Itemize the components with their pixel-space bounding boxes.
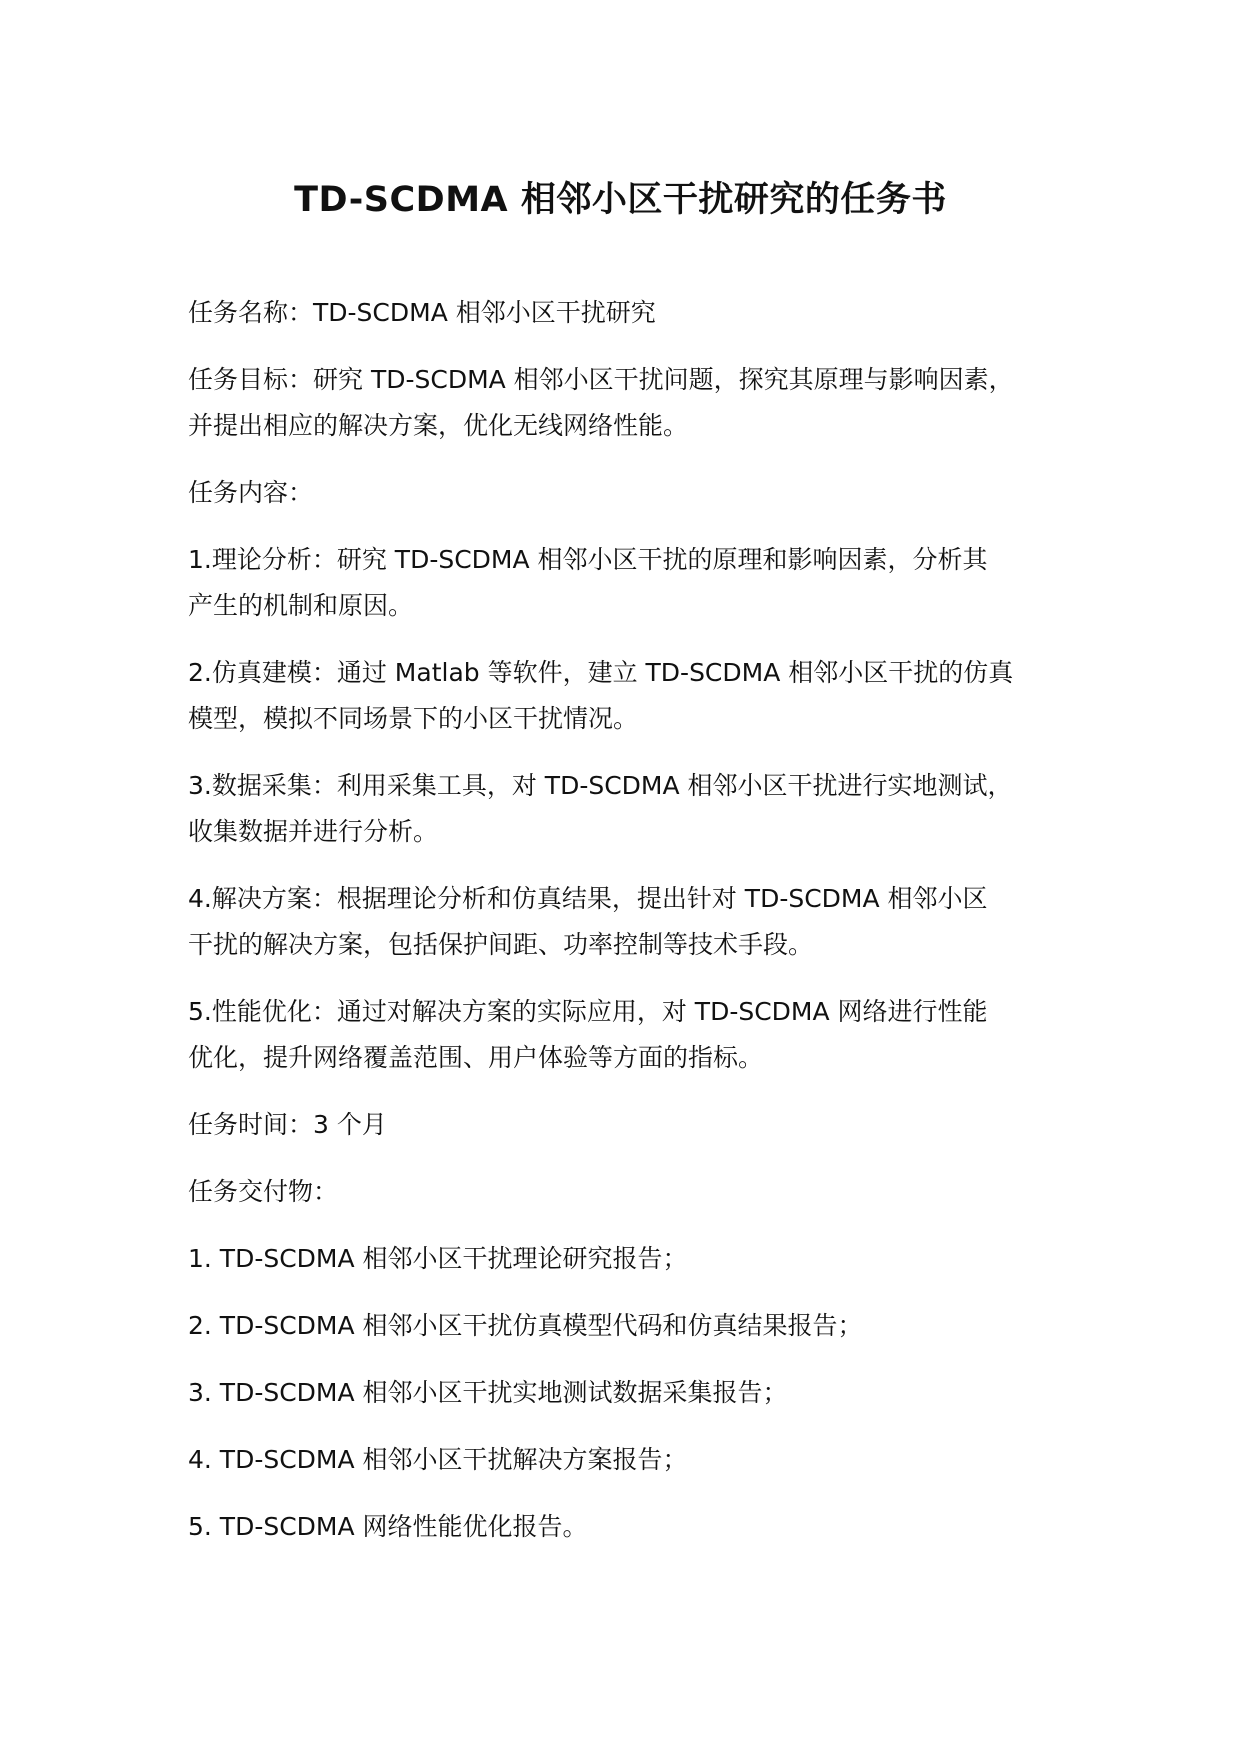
task-content-item-line: 1.理论分析：研究 TD-SCDMA 相邻小区干扰的原理和影响因素，分析其: [188, 545, 988, 574]
task-content-item-line: 2.仿真建模：通过 Matlab 等软件，建立 TD-SCDMA 相邻小区干扰的仿真: [188, 658, 1014, 687]
deliverable-line: 3. TD-SCDMA 相邻小区干扰实地测试数据采集报告；: [188, 1378, 788, 1407]
task-name-line: 任务名称：TD-SCDMA 相邻小区干扰研究: [188, 298, 656, 327]
deliverable-item-1: [188, 1236, 1088, 1282]
task-time-line: 任务时间：3 个月: [188, 1110, 387, 1139]
deliverable-item-3: [188, 1370, 1088, 1416]
task-goal-line-2: 并提出相应的解决方案，优化无线网络性能。: [188, 411, 689, 440]
deliverable-item-4: [188, 1437, 1088, 1483]
deliverables-heading-text: 任务交付物：: [188, 1177, 339, 1206]
task-time: [188, 1102, 1088, 1148]
task-content-item-line: 3.数据采集：利用采集工具，对 TD-SCDMA 相邻小区干扰进行实地测试，: [188, 771, 1013, 800]
task-content-item-3: [188, 763, 1088, 855]
task-name: [188, 290, 1088, 336]
deliverable-line: 4. TD-SCDMA 相邻小区干扰解决方案报告；: [188, 1445, 688, 1474]
task-content-item-line: 干扰的解决方案，包括保护间距、功率控制等技术手段。: [188, 930, 814, 959]
task-content-item-5: [188, 989, 1088, 1081]
task-content-heading: [188, 470, 1088, 516]
deliverable-line: 2. TD-SCDMA 相邻小区干扰仿真模型代码和仿真结果报告；: [188, 1311, 863, 1340]
task-content-item-line: 产生的机制和原因。: [188, 591, 414, 620]
task-goal: [188, 357, 1088, 449]
document-title: TD-SCDMA 相邻小区干扰研究的任务书: [294, 180, 947, 220]
task-content-item-line: 4.解决方案：根据理论分析和仿真结果，提出针对 TD-SCDMA 相邻小区: [188, 884, 988, 913]
deliverable-item-2: [188, 1303, 1088, 1349]
task-content-heading-text: 任务内容：: [188, 478, 314, 507]
deliverable-line: 1. TD-SCDMA 相邻小区干扰理论研究报告；: [188, 1244, 688, 1273]
task-content-item-2: [188, 650, 1088, 742]
task-content-item-line: 模型，模拟不同场景下的小区干扰情况。: [188, 704, 639, 733]
task-content-item-4: [188, 876, 1088, 968]
deliverables-heading: [188, 1169, 1088, 1215]
task-content-item-line: 5.性能优化：通过对解决方案的实际应用，对 TD-SCDMA 网络进行性能: [188, 997, 988, 1026]
deliverable-item-5: [188, 1504, 1088, 1550]
task-content-item-1: [188, 537, 1088, 629]
task-content-item-line: 优化，提升网络覆盖范围、用户体验等方面的指标。: [188, 1043, 764, 1072]
document-body: [188, 290, 1088, 1571]
task-goal-line-1: 任务目标：研究 TD-SCDMA 相邻小区干扰问题，探究其原理与影响因素，: [188, 365, 1014, 394]
deliverable-line: 5. TD-SCDMA 网络性能优化报告。: [188, 1512, 588, 1541]
task-content-item-line: 收集数据并进行分析。: [188, 817, 439, 846]
